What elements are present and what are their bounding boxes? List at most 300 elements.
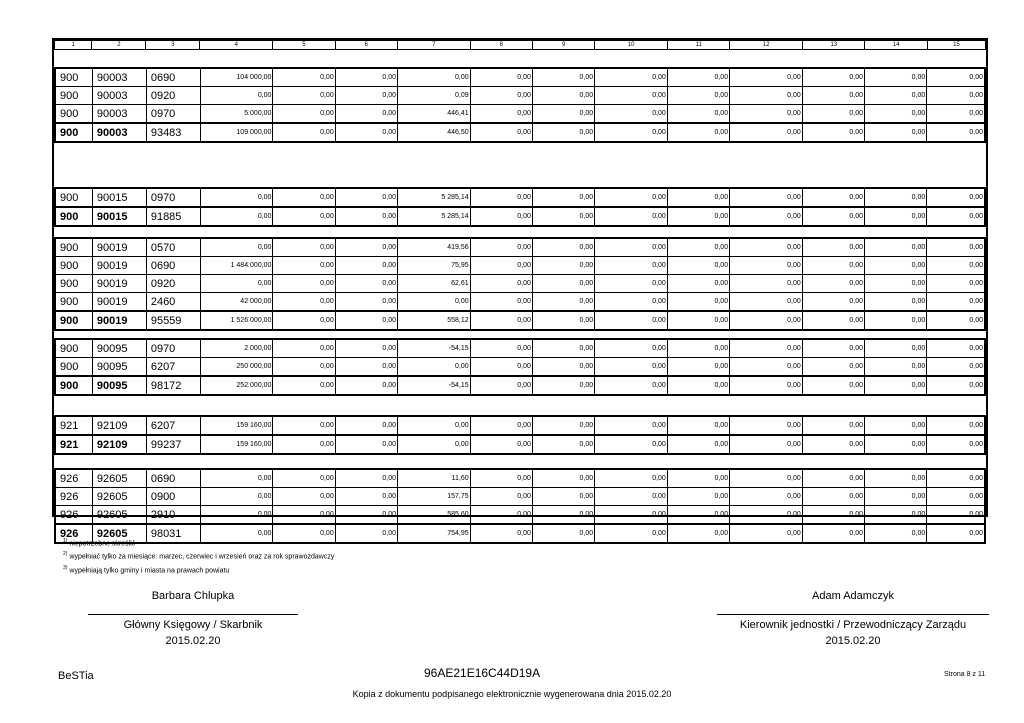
table-cell: 93483	[146, 123, 200, 142]
column-number: 14	[865, 41, 927, 50]
table-cell: 0,00	[865, 506, 927, 525]
signature-line	[717, 614, 989, 615]
table-cell: 0,00	[335, 506, 397, 525]
table-cell: 0,00	[335, 416, 397, 435]
table-cell: 90095	[92, 376, 146, 395]
column-number: 3	[146, 41, 200, 50]
signature-right	[717, 590, 989, 647]
table-cell: 0,00	[532, 376, 594, 395]
table-cell: 0,00	[273, 376, 335, 395]
table-cell: 0,00	[865, 207, 927, 226]
footnote: $^{2)}$ wypełniać tylko za miesiące: marzec, czerwiec i wrzesień oraz za rok sprawozdawczy	[63, 551, 335, 561]
table-cell: 0,00	[595, 358, 668, 377]
table-cell: 0,00	[470, 275, 532, 293]
table-cell: 90003	[92, 123, 146, 142]
table-cell: 900	[55, 257, 92, 275]
table-cell: 104 000,00	[200, 68, 273, 87]
column-number: 11	[668, 41, 730, 50]
table-cell: 159 160,00	[200, 435, 273, 454]
table-cell: 0,00	[335, 238, 397, 257]
table-cell: 0,00	[595, 506, 668, 525]
table-cell: 0,00	[802, 488, 864, 506]
table-cell: 0,00	[532, 524, 594, 543]
table-cell: 0,00	[595, 238, 668, 257]
table-cell: 558,12	[397, 311, 470, 330]
table-cell: 0,00	[335, 275, 397, 293]
table-cell: 446,41	[397, 105, 470, 124]
table-cell: 900	[55, 358, 92, 377]
table-cell: 0,00	[335, 188, 397, 207]
table-cell: 90095	[92, 339, 146, 358]
table-cell: 0,00	[865, 416, 927, 435]
table-cell: 0,00	[865, 105, 927, 124]
table-cell: 0,00	[470, 488, 532, 506]
table-cell: 0,00	[802, 293, 864, 312]
table-cell: 0,00	[802, 123, 864, 142]
table-cell: 0970	[146, 188, 200, 207]
table-cell: 0,00	[470, 376, 532, 395]
table-cell: 0,00	[667, 488, 729, 506]
table-cell: 0,00	[532, 435, 594, 454]
table-cell: 11,60	[397, 469, 470, 488]
table-cell: 0,00	[532, 257, 594, 275]
table-cell: 0,00	[730, 416, 803, 435]
table-cell: 90003	[92, 68, 146, 87]
table-cell: 0,00	[802, 339, 864, 358]
section-table	[54, 338, 986, 396]
table-cell: 900	[55, 238, 92, 257]
table-cell: 0,00	[470, 506, 532, 525]
table-cell: 0,00	[335, 105, 397, 124]
table-cell: 0,00	[865, 293, 927, 312]
table-cell: 0,09	[397, 87, 470, 105]
table-cell: 0,00	[273, 207, 335, 226]
table-cell: 0,00	[865, 123, 927, 142]
table-cell: 0,00	[865, 469, 927, 488]
table-cell: 0,00	[865, 339, 927, 358]
table-cell: 0,00	[927, 123, 985, 142]
table-cell: 0,00	[532, 339, 594, 358]
table-cell: 6207	[146, 358, 200, 377]
table-cell: 0,00	[470, 358, 532, 377]
table-cell: 0,00	[200, 188, 273, 207]
table-row	[55, 68, 985, 87]
table-cell: 90019	[92, 311, 146, 330]
table-cell: 0,00	[865, 68, 927, 87]
table-cell: 900	[55, 293, 92, 312]
table-cell: 250 000,00	[200, 358, 273, 377]
table-cell: 0,00	[927, 469, 985, 488]
table-cell: 0,00	[397, 293, 470, 312]
table-cell: 0,00	[335, 87, 397, 105]
table-cell: 900	[55, 275, 92, 293]
table-cell: 90015	[92, 188, 146, 207]
table-cell: 5 285,14	[397, 188, 470, 207]
table-cell: 0,00	[397, 358, 470, 377]
table-cell: 0,00	[667, 275, 729, 293]
table-cell: 0,00	[927, 524, 985, 543]
table-cell: 0970	[146, 339, 200, 358]
signature-line	[88, 614, 298, 615]
table-cell: 0,00	[802, 311, 864, 330]
table-cell: 0,00	[200, 469, 273, 488]
table-cell: 0,00	[595, 275, 668, 293]
column-number-header	[54, 40, 986, 50]
signature-date: 2015.02.20	[825, 635, 881, 647]
table-cell: 0,00	[802, 435, 864, 454]
table-cell: 0,00	[532, 238, 594, 257]
table-cell: 0,00	[865, 87, 927, 105]
table-cell: 419,56	[397, 238, 470, 257]
table-cell: 0900	[146, 488, 200, 506]
table-cell: 0,00	[730, 311, 803, 330]
table-cell: 0,00	[273, 105, 335, 124]
table-cell: 2910	[146, 506, 200, 525]
table-cell: 90019	[92, 293, 146, 312]
table-cell: 0,00	[927, 87, 985, 105]
software-name: BeSTia	[58, 670, 94, 682]
table-cell: 0,00	[595, 311, 668, 330]
table-cell: 0,00	[802, 207, 864, 226]
table-cell: 0,00	[273, 238, 335, 257]
table-cell: 0,00	[865, 435, 927, 454]
table-cell: 0,00	[730, 293, 803, 312]
table-cell: 0,00	[730, 506, 803, 525]
table-cell: 0,00	[595, 435, 668, 454]
column-number: 12	[730, 41, 803, 50]
table-cell: 90003	[92, 105, 146, 124]
table-cell: 5 000,00	[200, 105, 273, 124]
signer-role: Główny Księgowy / Skarbnik	[123, 619, 263, 631]
table-cell: 0,00	[532, 207, 594, 226]
table-cell: 0,00	[865, 376, 927, 395]
table-cell: 0,00	[730, 488, 803, 506]
table-cell: 0,00	[397, 68, 470, 87]
table-cell: 0,00	[865, 257, 927, 275]
table-cell: 92605	[92, 524, 146, 543]
table-cell: 900	[55, 376, 92, 395]
table-row	[55, 257, 985, 275]
summary-row	[55, 435, 985, 454]
table-cell: 0,00	[802, 275, 864, 293]
column-number: 1	[55, 41, 92, 50]
table-cell: 921	[55, 416, 92, 435]
table-row	[55, 358, 985, 377]
table-row	[55, 416, 985, 435]
table-cell: 0,00	[532, 87, 594, 105]
column-number: 15	[927, 41, 985, 50]
table-cell: 0,00	[532, 358, 594, 377]
table-cell: 0,00	[273, 469, 335, 488]
table-cell: 0,00	[802, 87, 864, 105]
table-cell: 92109	[92, 435, 146, 454]
table-cell: 0690	[146, 68, 200, 87]
table-cell: 0,00	[470, 524, 532, 543]
table-cell: 0,00	[667, 416, 729, 435]
table-cell: 0,00	[730, 207, 803, 226]
table-cell: 0,00	[667, 87, 729, 105]
table-cell: 0,00	[865, 188, 927, 207]
table-cell: 95559	[146, 311, 200, 330]
table-cell: 0,00	[397, 416, 470, 435]
table-cell: 0,00	[730, 524, 803, 543]
table-cell: 0,00	[200, 87, 273, 105]
table-cell: 0,00	[730, 469, 803, 488]
table-cell: 0,00	[335, 68, 397, 87]
summary-row	[55, 311, 985, 330]
section-table	[54, 415, 986, 455]
table-row	[55, 339, 985, 358]
signer-role: Kierownik jednostki / Przewodniczący Zarządu	[739, 619, 967, 631]
table-cell: 0,00	[667, 207, 729, 226]
table-cell: 0,00	[667, 123, 729, 142]
footnotes	[63, 536, 334, 576]
table-cell: 0,00	[532, 293, 594, 312]
column-number: 6	[335, 41, 397, 50]
table-cell: 0,00	[927, 358, 985, 377]
table-cell: 0,00	[667, 238, 729, 257]
table-cell: 90095	[92, 358, 146, 377]
table-cell: 0,00	[802, 524, 864, 543]
table-cell: 0,00	[335, 524, 397, 543]
table-cell: 0,00	[667, 358, 729, 377]
table-cell: 0,00	[200, 524, 273, 543]
section-table	[54, 468, 986, 544]
table-cell: 0,00	[595, 87, 668, 105]
table-cell: 0,00	[595, 293, 668, 312]
table-cell: 0,00	[802, 188, 864, 207]
table-cell: 0970	[146, 105, 200, 124]
table-cell: 0,00	[802, 238, 864, 257]
table-cell: 900	[55, 87, 92, 105]
table-cell: 0,00	[335, 339, 397, 358]
table-cell: 98172	[146, 376, 200, 395]
table-cell: 0,00	[273, 524, 335, 543]
table-cell: 0,00	[927, 275, 985, 293]
table-cell: 0,00	[532, 105, 594, 124]
table-cell: 0,00	[470, 339, 532, 358]
table-cell: 0,00	[595, 207, 668, 226]
table-cell: 0,00	[667, 257, 729, 275]
table-cell: 0,00	[802, 257, 864, 275]
table-cell: 0,00	[865, 311, 927, 330]
table-cell: 0,00	[470, 469, 532, 488]
table-cell: 2460	[146, 293, 200, 312]
table-cell: 0,00	[927, 293, 985, 312]
table-cell: 92605	[92, 488, 146, 506]
table-cell: 0,00	[730, 376, 803, 395]
table-row	[55, 469, 985, 488]
column-number: 13	[803, 41, 865, 50]
table-cell: 90003	[92, 87, 146, 105]
table-cell: 0,00	[927, 257, 985, 275]
table-cell: 0,00	[802, 469, 864, 488]
table-cell: 0,00	[273, 123, 335, 142]
table-cell: 159 160,00	[200, 416, 273, 435]
table-cell: 0,00	[335, 376, 397, 395]
table-cell: 0,00	[802, 68, 864, 87]
table-cell: 0,00	[927, 416, 985, 435]
table-cell: 900	[55, 311, 92, 330]
table-cell: 0,00	[927, 488, 985, 506]
table-cell: 0,00	[273, 87, 335, 105]
table-cell: 1 526 000,00	[200, 311, 273, 330]
table-cell: 90019	[92, 257, 146, 275]
table-cell: 0,00	[273, 257, 335, 275]
section-table	[54, 187, 986, 227]
signature-left	[88, 590, 298, 647]
table-cell: 0,00	[335, 435, 397, 454]
table-cell: 42 000,00	[200, 293, 273, 312]
table-cell: 0,00	[335, 123, 397, 142]
table-cell: 926	[55, 524, 92, 543]
table-cell: 90019	[92, 238, 146, 257]
table-cell: 585,60	[397, 506, 470, 525]
table-cell: 62,61	[397, 275, 470, 293]
section-table	[54, 67, 986, 143]
table-cell: 0,00	[273, 293, 335, 312]
table-cell: 0920	[146, 275, 200, 293]
table-cell: 0,00	[927, 188, 985, 207]
table-cell: 6207	[146, 416, 200, 435]
table-cell: 900	[55, 123, 92, 142]
table-cell: 0,00	[927, 68, 985, 87]
table-cell: 0,00	[273, 68, 335, 87]
table-cell: 0,00	[470, 416, 532, 435]
summary-row	[55, 123, 985, 142]
table-cell: 0,00	[667, 376, 729, 395]
table-cell: 0,00	[865, 275, 927, 293]
table-cell: 0,00	[730, 339, 803, 358]
table-cell: 0,00	[927, 207, 985, 226]
table-cell: 0,00	[595, 105, 668, 124]
table-cell: 0,00	[730, 238, 803, 257]
table-cell: 0,00	[335, 257, 397, 275]
table-cell: 0,00	[335, 207, 397, 226]
table-cell: 0,00	[595, 488, 668, 506]
table-cell: 0,00	[802, 506, 864, 525]
table-cell: 900	[55, 68, 92, 87]
table-cell: 0,00	[595, 524, 668, 543]
table-cell: 0,00	[273, 311, 335, 330]
footnote: $^{3)}$ wypełniają tylko gminy i miasta na prawach powiatu	[63, 564, 230, 574]
column-number: 9	[532, 41, 594, 50]
table-cell: 99237	[146, 435, 200, 454]
footnote: $^{1)}$ niepotrzebne skreślić	[63, 538, 136, 548]
table-cell: 0,00	[200, 488, 273, 506]
table-cell: 75,95	[397, 257, 470, 275]
column-number: 2	[92, 41, 146, 50]
table-cell: 0,00	[335, 358, 397, 377]
table-cell: 0,00	[730, 105, 803, 124]
table-cell: 0570	[146, 238, 200, 257]
table-cell: 0,00	[667, 105, 729, 124]
table-row	[55, 87, 985, 105]
table-cell: 0,00	[273, 188, 335, 207]
table-cell: 0,00	[730, 435, 803, 454]
table-cell: 0,00	[667, 339, 729, 358]
table-cell: 0,00	[667, 68, 729, 87]
document-code: 96AE21E16C44D19A	[424, 666, 541, 680]
column-number: 4	[200, 41, 273, 50]
table-cell: 0,00	[273, 416, 335, 435]
table-cell: 5 285,14	[397, 207, 470, 226]
table-cell: 0,00	[927, 376, 985, 395]
table-cell: 0,00	[470, 435, 532, 454]
table-cell: 0,00	[335, 311, 397, 330]
table-cell: 0,00	[865, 238, 927, 257]
table-cell: 900	[55, 207, 92, 226]
table-cell: 1 484 000,00	[200, 257, 273, 275]
table-cell: 754,95	[397, 524, 470, 543]
summary-row	[55, 207, 985, 226]
table-cell: 0,00	[667, 435, 729, 454]
table-cell: 0,00	[470, 123, 532, 142]
summary-row	[55, 376, 985, 395]
table-cell: 0,00	[595, 339, 668, 358]
signature-date: 2015.02.20	[165, 635, 221, 647]
table-cell: 0,00	[595, 416, 668, 435]
table-cell: 0,00	[927, 435, 985, 454]
table-cell: 0,00	[470, 105, 532, 124]
table-cell: 0,00	[532, 416, 594, 435]
table-cell: 0,00	[865, 524, 927, 543]
table-cell: 0,00	[595, 376, 668, 395]
table-cell: 900	[55, 339, 92, 358]
table-cell: 0,00	[595, 123, 668, 142]
table-cell: 2 000,00	[200, 339, 273, 358]
table-cell: 0,00	[273, 506, 335, 525]
table-cell: 0,00	[730, 87, 803, 105]
table-cell: 0,00	[927, 105, 985, 124]
section-table	[54, 237, 986, 331]
table-cell: 157,75	[397, 488, 470, 506]
signer-name: Adam Adamczyk	[812, 590, 894, 602]
table-cell: 0,00	[927, 506, 985, 525]
table-cell: 0,00	[667, 188, 729, 207]
table-cell: 0,00	[730, 358, 803, 377]
table-cell: 0,00	[865, 488, 927, 506]
table-cell: 0,00	[667, 469, 729, 488]
table-cell: 0,00	[595, 188, 668, 207]
table-cell: 921	[55, 435, 92, 454]
table-cell: 0,00	[802, 358, 864, 377]
table-cell: 92605	[92, 506, 146, 525]
table-cell: 0,00	[532, 311, 594, 330]
table-cell: 92605	[92, 469, 146, 488]
page-number: Strona 8 z 11	[944, 671, 986, 678]
table-cell: 0,00	[865, 358, 927, 377]
table-cell: 0,00	[595, 469, 668, 488]
table-cell: 0690	[146, 257, 200, 275]
table-cell: 0,00	[273, 275, 335, 293]
table-cell: 0,00	[335, 469, 397, 488]
table-cell: 0,00	[273, 339, 335, 358]
table-cell: 0,00	[730, 188, 803, 207]
table-cell: 0,00	[667, 311, 729, 330]
table-cell: 0,00	[200, 238, 273, 257]
table-cell: 98031	[146, 524, 200, 543]
table-cell: -54,15	[397, 376, 470, 395]
table-cell: 0,00	[595, 68, 668, 87]
signer-name: Barbara Chlupka	[151, 590, 235, 602]
column-number: 8	[470, 41, 532, 50]
table-cell: 0920	[146, 87, 200, 105]
table-cell: 109 000,00	[200, 123, 273, 142]
table-cell: 0,00	[397, 435, 470, 454]
table-cell: 0,00	[532, 506, 594, 525]
table-row	[55, 275, 985, 293]
